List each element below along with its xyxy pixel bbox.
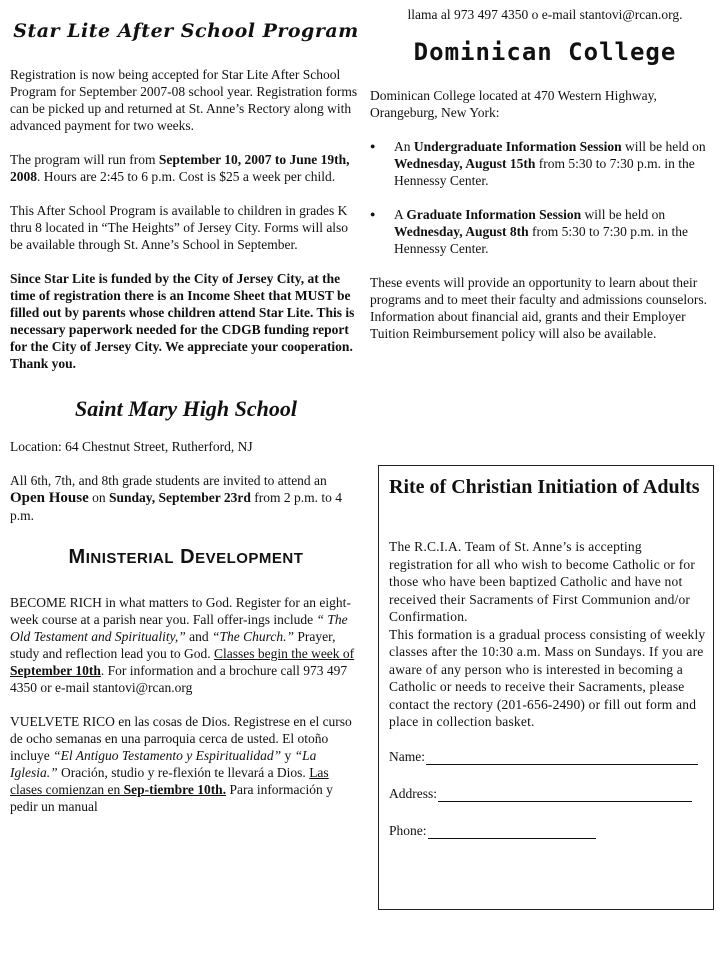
star-lite-funding-paragraph: Since Star Lite is funded by the City of Jersey City, at the time of registration there is an Income Sheet that MUST be filled out by parents whose children attend Star Lite. This is necessary paperwork needed for the CDGB funding report for the City of Jersey City. We appreciate your cooperation. Thank you. <box>10 271 355 371</box>
name-field[interactable] <box>389 748 707 765</box>
dominican-closing-paragraph: These events will provide an opportunity to learn about their programs and to meet their faculty and admissions counselors. Information about financial aid, grants and their Employer Tuition Reimbursement policy will also be available. <box>370 275 708 341</box>
star-lite-registration-paragraph: Registration is now being accepted for Star Lite After School Program for September 2007-08 school year. Registration forms can be picked up and returned at St. Anne’s Rectory along with advanced payment for two weeks. <box>10 67 358 133</box>
list-item: ● A Graduate Information Session will be held on Wednesday, August 8th from 5:30 to 7:30 p.m. in the Hennessy Center. <box>370 206 720 257</box>
saint-mary-location: Location: 64 Chestnut Street, Rutherford, NJ <box>10 439 253 454</box>
list-item: ● An Undergraduate Information Session will be held on Wednesday, August 15th from 5:30 to 7:30 p.m. in the Hennessy Center. <box>370 138 720 189</box>
address-line[interactable] <box>438 787 692 802</box>
address-field[interactable] <box>389 785 707 802</box>
dominican-title: Dominican College <box>413 38 677 66</box>
phone-line[interactable] <box>428 824 596 839</box>
ministerial-english-paragraph: BECOME RICH in what matters to God. Register for an eight-week course at a parish near you. Fall offer-ings include “ The Old Testament and Spirituality,” and “The Church.” Prayer, study and reflection lead you to God. Classes begin the week of September 10th. For information and a brochure call 973 497 4350 or e-mail stantovi@rcan.org <box>10 595 355 695</box>
right-column <box>370 0 720 342</box>
dominican-intro: Dominican College located at 470 Western Highway, Orangeburg, New York: <box>370 88 657 120</box>
star-lite-section <box>10 18 362 372</box>
left-column <box>10 0 362 815</box>
ministerial-spanish-continuation: llama al 973 497 4350 o e-mail stantovi@rcan.org. <box>407 7 683 22</box>
saint-mary-title: Saint Mary High School <box>75 396 297 421</box>
ministerial-spanish-paragraph: VUELVETE RICO en las cosas de Dios. Registrese en el curso de ocho semanas en una parroquia cerca de usted. El otoño incluye “El Antiguo Testamento y Espiritualidad” y “La Iglesia.” Oración, studio y re-flexión te llevará a Dios. Las clases comienzan en Sep-tiembre 10th. Para información y pedir un manual <box>10 714 352 814</box>
ministerial-title: MINISTERIAL DEVELOPMENT <box>68 546 304 568</box>
name-label: Name: <box>389 748 425 764</box>
rcia-title: Rite of Christian Initiation of Adults <box>389 476 700 498</box>
star-lite-schedule-paragraph: The program will run from September 10, 2007 to June 19th, 2008. Hours are 2:45 to 6 p.m. Cost is $25 a week per child. <box>10 152 350 184</box>
rcia-registration-paragraph: The R.C.I.A. Team of St. Anne’s is accepting registration for all who wish to become Catholic or for those who have been baptized Catholic and have not received their Sacraments of First Communion and/or Confirmation. <box>389 539 696 624</box>
dominican-sessions-list <box>370 138 720 257</box>
star-lite-title: Star Lite After School Program <box>13 20 359 42</box>
name-line[interactable] <box>426 750 698 765</box>
ministerial-section <box>10 544 362 815</box>
rcia-body <box>389 538 707 839</box>
saint-mary-open-house-paragraph: All 6th, 7th, and 8th grade students are invited to attend an Open House on Sunday, September 23rd from 2 p.m. to 4 p.m. <box>10 473 343 523</box>
phone-field[interactable] <box>389 822 707 839</box>
saint-mary-section <box>10 394 362 524</box>
rcia-box <box>378 465 714 910</box>
address-label: Address: <box>389 785 437 801</box>
phone-label: Phone: <box>389 822 427 838</box>
star-lite-eligibility-paragraph: This After School Program is available to children in grades K thru 8 located in “The Heights” of Jersey City. Forms will also be available through St. Anne’s School in September. <box>10 203 349 252</box>
rcia-formation-paragraph: This formation is a gradual process consisting of weekly classes after the 10:30 a.m. Mass on Sundays. If you are aware of any person who is interested in becoming a Catholic or needs to receive their Sacraments, please contact the rectory (201-656-2490) or fill out form and place in collection basket. <box>389 626 706 729</box>
